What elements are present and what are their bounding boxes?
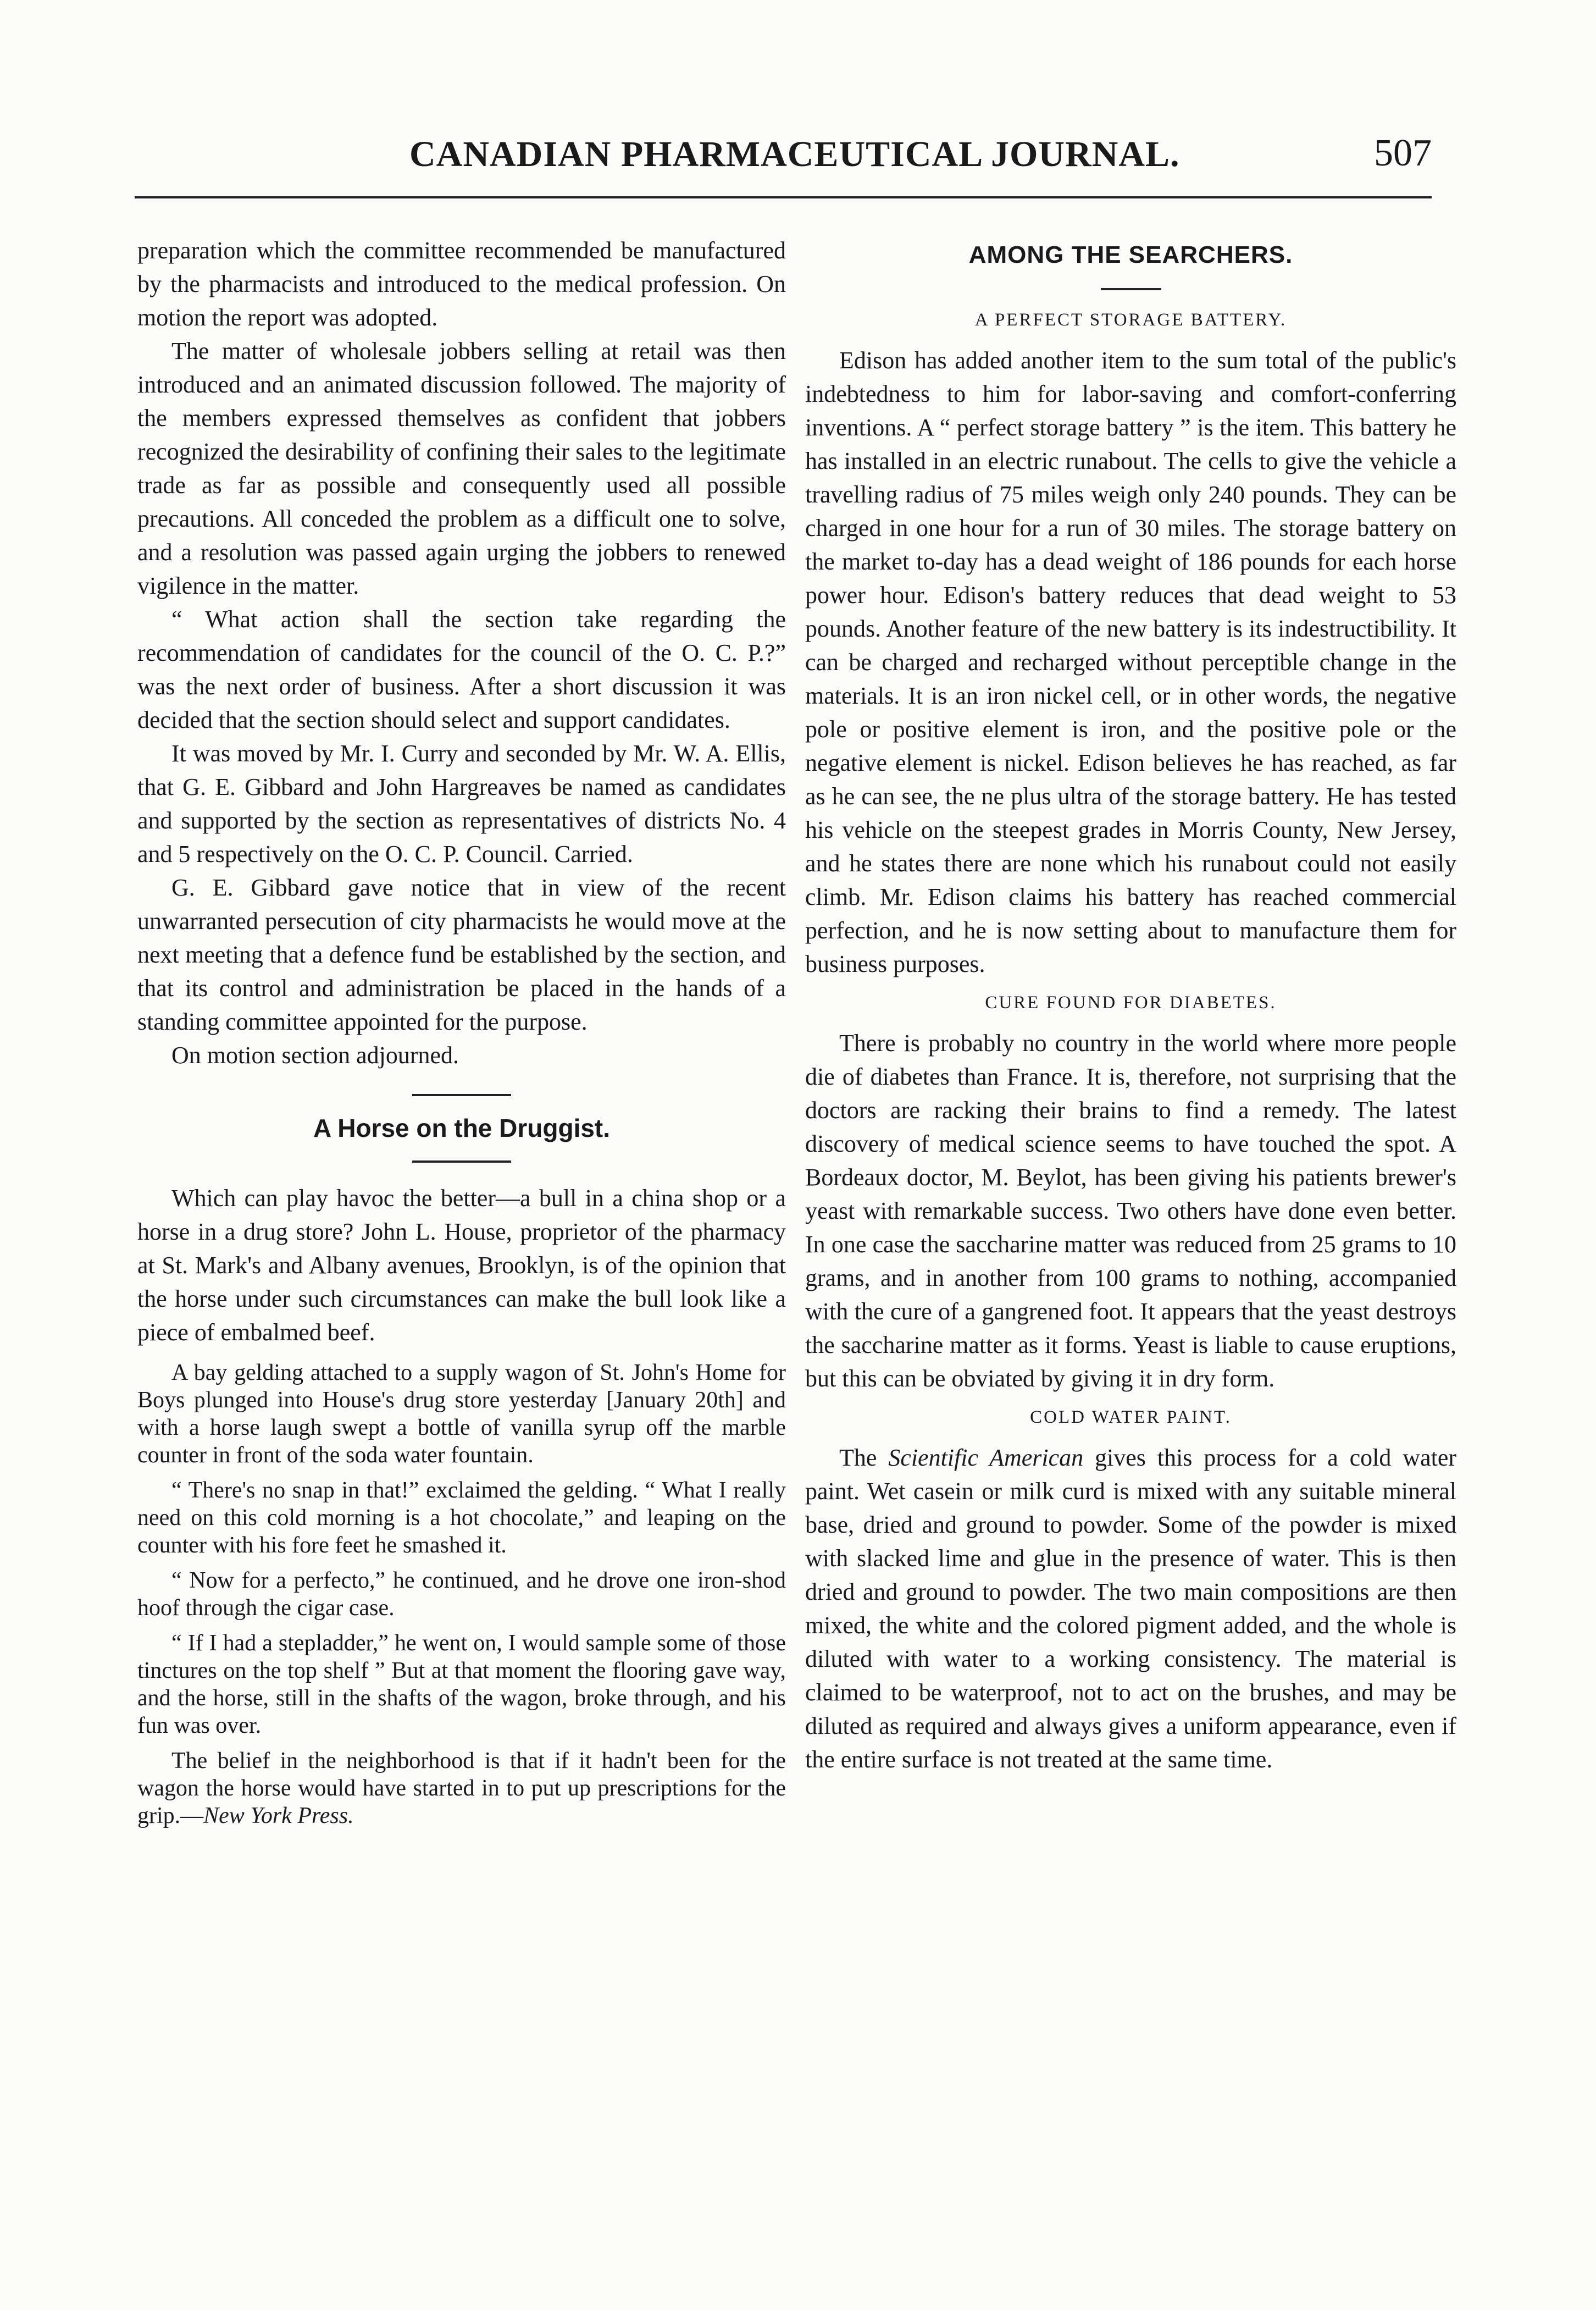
section-divider: [412, 1094, 511, 1096]
paragraph: preparation which the committee recommended be manufactured by the pharmacists and introduced to the medical profession. On motion the report was adopted.: [137, 237, 786, 331]
publication-title: Scientific American: [888, 1444, 1084, 1471]
paragraph: [805, 1441, 1456, 1776]
paragraph: “ Now for a perfecto,” he continued, and he drove one iron-shod hoof through the cigar case.: [137, 1568, 786, 1621]
paragraph: On motion section adjourned.: [171, 1042, 459, 1069]
paragraph-text: gives this process for a cold water paint. Wet casein or milk curd is mixed with any suitable mineral base, dried and ground to powder. Some of the powder is mixed with slacked lime and glue in the presence of water. This is then dried and ground to powder. The two main compositions are then mixed, the white and the colored pigment added, and the whole is diluted with water to a working consistency. The material is claimed to be waterproof, not to act on the brushes, and may be diluted as required and always gives a uniform appearance, even if the entire surface is not treated at the same time.: [805, 1444, 1456, 1773]
paragraph-text: The: [839, 1444, 889, 1471]
article-heading: A Horse on the Druggist.: [313, 1114, 611, 1142]
quoted-article: [137, 1359, 786, 1830]
subheading: A PERFECT STORAGE BATTERY.: [974, 310, 1287, 330]
running-title: CANADIAN PHARMACEUTICAL JOURNAL.: [409, 134, 1180, 174]
left-column: [137, 234, 786, 1830]
page-number: 507: [1374, 132, 1432, 174]
section-divider: [1101, 288, 1161, 290]
right-column: [805, 234, 1456, 1776]
paragraph: There is probably no country in the world where more people die of diabetes than France. It is, therefore, not surprising that the doctors are racking their brains to find a remedy. The latest discovery of medical science seems to have touched the spot. A Bordeaux doctor, M. Beylot, has been giving his patients brewer's yeast with remarkable success. Two others have done even better. In one case the saccharine matter was reduced from 25 grams to 10 grams, and in another from 100 grams to nothing, accompanied with the cure of a gangrened foot. It appears that the yeast destroys the saccharine matter as it forms. Yeast is liable to cause eruptions, but this can be obviated by giving it in dry form.: [805, 1030, 1456, 1392]
paragraph: It was moved by Mr. I. Curry and seconded by Mr. W. A. Ellis, that G. E. Gibbard and John Hargreaves be named as candidates and supported by the section as representatives of districts No. 4 and 5 respectively on the O. C. P. Council. Carried.: [137, 740, 786, 867]
paragraph: “ There's no snap in that!” exclaimed the gelding. “ What I really need on this cold morning is a hot chocolate,” and leaping on the counter with his fore feet he smashed it.: [137, 1478, 786, 1558]
paragraph: Edison has added another item to the sum total of the public's indebtedness to him for labor-saving and comfort-conferring inventions. A “ perfect storage battery ” is the item. This battery he has installed in an electric runabout. The cells to give the vehicle a travelling radius of 75 miles weigh only 240 pounds. They can be charged in one hour for a run of 30 miles. The storage battery on the market to-day has a dead weight of 186 pounds for each horse power hour. Edison's battery reduces that dead weight to 53 pounds. Another feature of the new battery is its indestructibility. It can be charged and recharged without perceptible change in the materials. It is an iron nickel cell, or in other words, the negative pole or positive element is iron, and the positive pole or the negative element is nickel. Edison believes he has reached, as far as he can see, the ne plus ultra of the storage battery. He has tested his vehicle on the steepest grades in Morris County, New Jersey, and he states there are none which his runabout could not easily climb. Mr. Edison claims his battery has reached commercial perfection, and he is now setting about to manufacture them for business purposes.: [805, 347, 1456, 977]
paragraph: Which can play havoc the better—a bull in a china shop or a horse in a drug store? John L. House, proprietor of the pharmacy at St. Mark's and Albany avenues, Brooklyn, is of the opinion that the horse under such circumstances can make the bull look like a piece of embalmed beef.: [137, 1185, 786, 1346]
section-divider: [412, 1160, 511, 1163]
paragraph: [137, 1747, 786, 1830]
source-citation: New York Press.: [203, 1803, 354, 1828]
paragraph: The matter of wholesale jobbers selling at retail was then introduced and an animated discussion followed. The majority of the members expressed themselves as confident that jobbers recognized the desirability of confining their sales to the legitimate trade as far as possible and consequently used all possible precautions. All conceded the problem as a difficult one to solve, and a resolution was passed again urging the jobbers to renewed vigilence in the matter.: [137, 338, 786, 599]
subheading: COLD WATER PAINT.: [1030, 1407, 1232, 1427]
subheading: CURE FOUND FOR DIABETES.: [985, 993, 1277, 1013]
section-heading: AMONG THE SEARCHERS.: [968, 241, 1293, 268]
header-rule: [135, 196, 1432, 198]
paragraph: G. E. Gibbard gave notice that in view of the recent unwarranted persecution of city pharmacists he would move at the next meeting that a defence fund be established by the section, and that its control and administration be placed in the hands of a standing committee appointed for the purpose.: [137, 874, 786, 1035]
paragraph: A bay gelding attached to a supply wagon of St. John's Home for Boys plunged into House's drug store yesterday [January 20th] and with a horse laugh swept a bottle of vanilla syrup off the marble counter in front of the soda water fountain.: [137, 1360, 786, 1468]
paragraph-text: The belief in the neighborhood is that if it hadn't been for the wagon the horse would have started in to put up prescriptions for the grip.—: [137, 1748, 786, 1828]
paragraph: “ If I had a stepladder,” he went on, I would sample some of those tinctures on the top shelf ” But at that moment the flooring gave way, and the horse, still in the shafts of the wagon, broke through, and his fun was over.: [137, 1631, 786, 1738]
page-header: [135, 124, 1432, 190]
paragraph: “ What action shall the section take regarding the recommendation of candidates for the council of the O. C. P.?” was the next order of business. After a short discussion it was decided that the section should select and support candidates.: [137, 606, 786, 733]
